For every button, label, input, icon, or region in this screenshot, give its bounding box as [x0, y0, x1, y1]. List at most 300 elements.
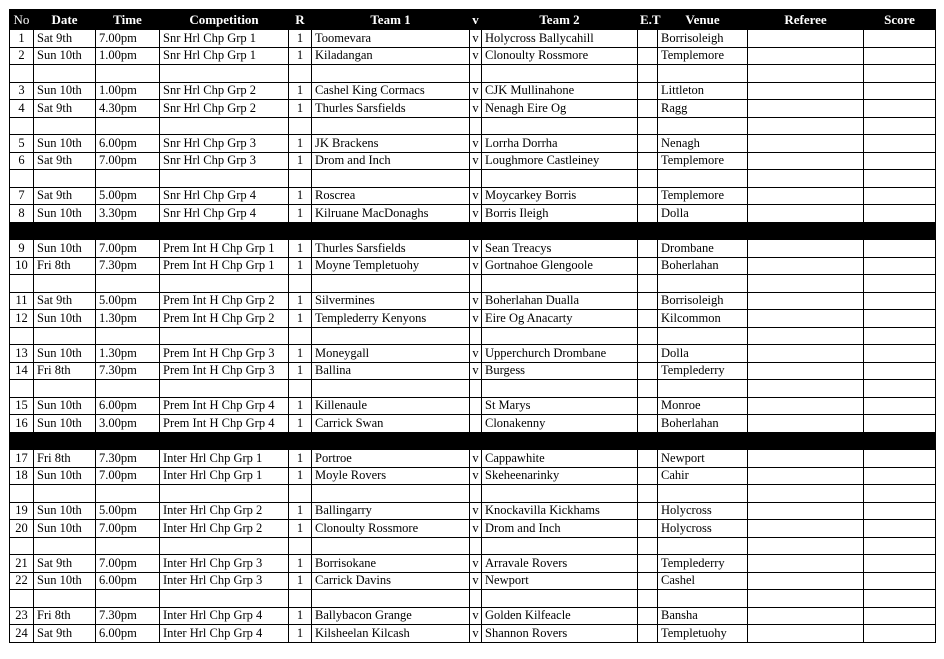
match-competition: Snr Hrl Chp Grp 3 [160, 135, 289, 153]
empty-cell [10, 590, 34, 608]
match-versus: v [470, 450, 482, 468]
match-date: Sun 10th [34, 345, 96, 363]
match-time: 7.00pm [96, 240, 160, 258]
empty-cell [10, 485, 34, 503]
empty-cell [748, 275, 864, 293]
match-competition: Inter Hrl Chp Grp 2 [160, 502, 289, 520]
match-date: Sat 9th [34, 152, 96, 170]
match-venue: Templemore [658, 152, 748, 170]
match-team2: Moycarkey Borris [482, 187, 638, 205]
empty-cell [10, 117, 34, 135]
empty-cell [96, 432, 160, 450]
match-team1: Ballingarry [312, 502, 470, 520]
match-no: 20 [10, 520, 34, 538]
spacer-row [10, 537, 936, 555]
empty-cell [482, 65, 638, 83]
empty-cell [96, 117, 160, 135]
match-versus: v [470, 292, 482, 310]
match-score [864, 467, 936, 485]
match-score [864, 82, 936, 100]
match-time: 7.00pm [96, 520, 160, 538]
match-score [864, 625, 936, 643]
match-versus: v [470, 187, 482, 205]
header-team2: Team 2 [482, 10, 638, 30]
empty-cell [312, 327, 470, 345]
empty-cell [160, 327, 289, 345]
match-extra-time [638, 100, 658, 118]
match-extra-time [638, 187, 658, 205]
match-versus: v [470, 310, 482, 328]
match-score [864, 310, 936, 328]
empty-cell [638, 65, 658, 83]
match-versus [470, 415, 482, 433]
match-score [864, 240, 936, 258]
table-row [10, 415, 936, 433]
match-no: 5 [10, 135, 34, 153]
match-team2: Boherlahan Dualla [482, 292, 638, 310]
match-versus: v [470, 345, 482, 363]
match-versus: v [470, 135, 482, 153]
table-row [10, 607, 936, 625]
match-venue: Dolla [658, 345, 748, 363]
match-versus: v [470, 205, 482, 223]
match-time: 6.00pm [96, 625, 160, 643]
match-extra-time [638, 555, 658, 573]
match-score [864, 187, 936, 205]
empty-cell [658, 380, 748, 398]
header-referee: Referee [748, 10, 864, 30]
header-date: Date [34, 10, 96, 30]
match-extra-time [638, 240, 658, 258]
match-venue: Drombane [658, 240, 748, 258]
match-time: 7.30pm [96, 450, 160, 468]
match-competition: Prem Int H Chp Grp 2 [160, 292, 289, 310]
match-time: 3.00pm [96, 415, 160, 433]
empty-cell [748, 327, 864, 345]
empty-cell [470, 275, 482, 293]
match-date: Sat 9th [34, 187, 96, 205]
match-venue: Borrisoleigh [658, 292, 748, 310]
match-team1: Toomevara [312, 30, 470, 48]
match-competition: Snr Hrl Chp Grp 2 [160, 100, 289, 118]
match-venue: Kilcommon [658, 310, 748, 328]
match-team1: Roscrea [312, 187, 470, 205]
table-row [10, 82, 936, 100]
match-referee [748, 397, 864, 415]
empty-cell [482, 485, 638, 503]
match-no: 22 [10, 572, 34, 590]
empty-cell [482, 170, 638, 188]
match-versus: v [470, 572, 482, 590]
match-versus: v [470, 502, 482, 520]
match-score [864, 205, 936, 223]
match-time: 6.00pm [96, 135, 160, 153]
empty-cell [470, 380, 482, 398]
match-date: Sat 9th [34, 292, 96, 310]
match-round: 1 [289, 47, 312, 65]
empty-cell [312, 590, 470, 608]
match-round: 1 [289, 520, 312, 538]
header-extra-time: E.T [638, 10, 658, 30]
match-extra-time [638, 310, 658, 328]
match-date: Sat 9th [34, 625, 96, 643]
match-team2: Loughmore Castleiney [482, 152, 638, 170]
fixtures-table [9, 9, 936, 643]
match-referee [748, 47, 864, 65]
empty-cell [312, 170, 470, 188]
empty-cell [10, 222, 34, 240]
match-referee [748, 310, 864, 328]
match-venue: Dolla [658, 205, 748, 223]
table-row [10, 187, 936, 205]
header-competition: Competition [160, 10, 289, 30]
table-row [10, 205, 936, 223]
match-team2: Lorrha Dorrha [482, 135, 638, 153]
match-date: Sat 9th [34, 30, 96, 48]
empty-cell [658, 537, 748, 555]
empty-cell [96, 222, 160, 240]
empty-cell [638, 222, 658, 240]
match-no: 21 [10, 555, 34, 573]
empty-cell [470, 117, 482, 135]
table-row [10, 100, 936, 118]
match-team2: Upperchurch Drombane [482, 345, 638, 363]
empty-cell [658, 432, 748, 450]
match-referee [748, 415, 864, 433]
match-no: 12 [10, 310, 34, 328]
match-versus: v [470, 257, 482, 275]
match-date: Fri 8th [34, 607, 96, 625]
empty-cell [658, 275, 748, 293]
empty-cell [289, 275, 312, 293]
empty-cell [638, 117, 658, 135]
header-time: Time [96, 10, 160, 30]
match-versus: v [470, 100, 482, 118]
match-time: 7.00pm [96, 30, 160, 48]
match-time: 6.00pm [96, 572, 160, 590]
table-row [10, 502, 936, 520]
match-venue: Templemore [658, 47, 748, 65]
match-referee [748, 205, 864, 223]
spacer-row [10, 590, 936, 608]
table-row [10, 47, 936, 65]
empty-cell [470, 222, 482, 240]
match-versus: v [470, 30, 482, 48]
section-divider-row [10, 222, 936, 240]
empty-cell [864, 222, 936, 240]
match-score [864, 607, 936, 625]
empty-cell [864, 537, 936, 555]
empty-cell [312, 432, 470, 450]
match-time: 5.00pm [96, 292, 160, 310]
table-row [10, 362, 936, 380]
match-score [864, 450, 936, 468]
empty-cell [160, 275, 289, 293]
match-date: Sat 9th [34, 100, 96, 118]
empty-cell [96, 65, 160, 83]
empty-cell [289, 117, 312, 135]
match-competition: Snr Hrl Chp Grp 1 [160, 47, 289, 65]
empty-cell [34, 65, 96, 83]
match-venue: Holycross [658, 502, 748, 520]
match-team1: Moyle Rovers [312, 467, 470, 485]
empty-cell [658, 327, 748, 345]
empty-cell [312, 222, 470, 240]
match-referee [748, 572, 864, 590]
match-team2: Newport [482, 572, 638, 590]
match-no: 15 [10, 397, 34, 415]
spacer-row [10, 485, 936, 503]
empty-cell [10, 327, 34, 345]
match-score [864, 100, 936, 118]
empty-cell [864, 65, 936, 83]
empty-cell [96, 590, 160, 608]
empty-cell [638, 485, 658, 503]
match-round: 1 [289, 310, 312, 328]
match-team1: Thurles Sarsfields [312, 100, 470, 118]
match-competition: Snr Hrl Chp Grp 1 [160, 30, 289, 48]
empty-cell [34, 537, 96, 555]
match-competition: Inter Hrl Chp Grp 3 [160, 555, 289, 573]
match-extra-time [638, 397, 658, 415]
match-referee [748, 555, 864, 573]
empty-cell [638, 590, 658, 608]
match-team2: Holycross Ballycahill [482, 30, 638, 48]
empty-cell [470, 65, 482, 83]
fixtures-body [10, 30, 936, 643]
match-no: 13 [10, 345, 34, 363]
match-extra-time [638, 450, 658, 468]
empty-cell [638, 380, 658, 398]
match-competition: Snr Hrl Chp Grp 4 [160, 205, 289, 223]
match-versus: v [470, 152, 482, 170]
match-time: 1.30pm [96, 310, 160, 328]
match-no: 11 [10, 292, 34, 310]
empty-cell [748, 432, 864, 450]
empty-cell [864, 170, 936, 188]
match-date: Sun 10th [34, 82, 96, 100]
match-no: 10 [10, 257, 34, 275]
match-venue: Boherlahan [658, 415, 748, 433]
match-time: 7.00pm [96, 555, 160, 573]
empty-cell [34, 485, 96, 503]
match-referee [748, 30, 864, 48]
header-round: R [289, 10, 312, 30]
empty-cell [482, 327, 638, 345]
table-row [10, 625, 936, 643]
match-referee [748, 450, 864, 468]
table-row [10, 397, 936, 415]
match-time: 1.30pm [96, 345, 160, 363]
match-team2: Gortnahoe Glengoole [482, 257, 638, 275]
match-venue: Newport [658, 450, 748, 468]
match-team1: Killenaule [312, 397, 470, 415]
empty-cell [638, 432, 658, 450]
empty-cell [864, 275, 936, 293]
match-date: Sun 10th [34, 135, 96, 153]
match-no: 1 [10, 30, 34, 48]
empty-cell [34, 590, 96, 608]
match-competition: Snr Hrl Chp Grp 4 [160, 187, 289, 205]
match-score [864, 520, 936, 538]
match-referee [748, 257, 864, 275]
match-team1: Thurles Sarsfields [312, 240, 470, 258]
match-team1: Carrick Swan [312, 415, 470, 433]
match-date: Sun 10th [34, 205, 96, 223]
match-team1: Clonoulty Rossmore [312, 520, 470, 538]
spacer-row [10, 65, 936, 83]
match-team1: Moyne Templetuohy [312, 257, 470, 275]
empty-cell [10, 275, 34, 293]
empty-cell [748, 537, 864, 555]
empty-cell [748, 222, 864, 240]
match-referee [748, 625, 864, 643]
match-extra-time [638, 47, 658, 65]
empty-cell [10, 170, 34, 188]
match-referee [748, 502, 864, 520]
empty-cell [96, 537, 160, 555]
empty-cell [96, 485, 160, 503]
empty-cell [289, 432, 312, 450]
match-team2: Skeheenarinky [482, 467, 638, 485]
match-team2: St Marys [482, 397, 638, 415]
table-row [10, 292, 936, 310]
empty-cell [289, 327, 312, 345]
match-time: 7.30pm [96, 257, 160, 275]
table-row [10, 572, 936, 590]
match-versus: v [470, 625, 482, 643]
empty-cell [470, 432, 482, 450]
table-row [10, 152, 936, 170]
match-competition: Prem Int H Chp Grp 3 [160, 362, 289, 380]
match-venue: Cashel [658, 572, 748, 590]
match-competition: Prem Int H Chp Grp 1 [160, 257, 289, 275]
match-no: 14 [10, 362, 34, 380]
match-team1: Ballina [312, 362, 470, 380]
empty-cell [160, 537, 289, 555]
match-competition: Inter Hrl Chp Grp 2 [160, 520, 289, 538]
empty-cell [470, 590, 482, 608]
match-team2: Eire Og Anacarty [482, 310, 638, 328]
empty-cell [312, 537, 470, 555]
empty-cell [482, 432, 638, 450]
match-no: 18 [10, 467, 34, 485]
match-competition: Prem Int H Chp Grp 4 [160, 397, 289, 415]
match-date: Sun 10th [34, 240, 96, 258]
match-versus: v [470, 555, 482, 573]
match-no: 7 [10, 187, 34, 205]
match-competition: Prem Int H Chp Grp 2 [160, 310, 289, 328]
match-extra-time [638, 82, 658, 100]
match-extra-time [638, 625, 658, 643]
empty-cell [658, 590, 748, 608]
table-row [10, 520, 936, 538]
match-versus: v [470, 82, 482, 100]
match-round: 1 [289, 572, 312, 590]
match-team2: Burgess [482, 362, 638, 380]
empty-cell [638, 170, 658, 188]
match-score [864, 555, 936, 573]
match-competition: Prem Int H Chp Grp 1 [160, 240, 289, 258]
match-extra-time [638, 415, 658, 433]
empty-cell [864, 327, 936, 345]
empty-cell [160, 222, 289, 240]
match-score [864, 135, 936, 153]
match-venue: Templemore [658, 187, 748, 205]
match-versus: v [470, 240, 482, 258]
match-no: 19 [10, 502, 34, 520]
match-time: 7.00pm [96, 152, 160, 170]
match-referee [748, 520, 864, 538]
match-no: 16 [10, 415, 34, 433]
match-referee [748, 152, 864, 170]
empty-cell [658, 170, 748, 188]
match-team2: Golden Kilfeacle [482, 607, 638, 625]
empty-cell [482, 275, 638, 293]
match-team1: Kilsheelan Kilcash [312, 625, 470, 643]
match-versus: v [470, 47, 482, 65]
match-referee [748, 607, 864, 625]
match-time: 3.30pm [96, 205, 160, 223]
empty-cell [482, 537, 638, 555]
match-versus: v [470, 520, 482, 538]
match-competition: Inter Hrl Chp Grp 4 [160, 625, 289, 643]
empty-cell [470, 485, 482, 503]
empty-cell [864, 432, 936, 450]
match-team2: Arravale Rovers [482, 555, 638, 573]
match-round: 1 [289, 450, 312, 468]
match-extra-time [638, 135, 658, 153]
empty-cell [289, 380, 312, 398]
match-competition: Snr Hrl Chp Grp 3 [160, 152, 289, 170]
match-team1: Cashel King Cormacs [312, 82, 470, 100]
empty-cell [312, 275, 470, 293]
empty-cell [289, 485, 312, 503]
empty-cell [289, 537, 312, 555]
empty-cell [638, 537, 658, 555]
match-team1: Silvermines [312, 292, 470, 310]
match-versus: v [470, 362, 482, 380]
match-no: 9 [10, 240, 34, 258]
empty-cell [312, 117, 470, 135]
section-divider-row [10, 432, 936, 450]
match-team2: Sean Treacys [482, 240, 638, 258]
empty-cell [34, 170, 96, 188]
match-versus: v [470, 607, 482, 625]
match-extra-time [638, 30, 658, 48]
spacer-row [10, 170, 936, 188]
match-date: Sun 10th [34, 520, 96, 538]
match-score [864, 30, 936, 48]
match-team1: Templederry Kenyons [312, 310, 470, 328]
spacer-row [10, 380, 936, 398]
match-venue: Templederry [658, 362, 748, 380]
match-extra-time [638, 205, 658, 223]
match-round: 1 [289, 415, 312, 433]
match-referee [748, 345, 864, 363]
match-referee [748, 135, 864, 153]
match-team2: Nenagh Eire Og [482, 100, 638, 118]
match-venue: Bansha [658, 607, 748, 625]
empty-cell [96, 327, 160, 345]
match-referee [748, 187, 864, 205]
empty-cell [10, 537, 34, 555]
match-extra-time [638, 572, 658, 590]
match-venue: Borrisoleigh [658, 30, 748, 48]
header-venue: Venue [658, 10, 748, 30]
match-round: 1 [289, 607, 312, 625]
empty-cell [96, 380, 160, 398]
